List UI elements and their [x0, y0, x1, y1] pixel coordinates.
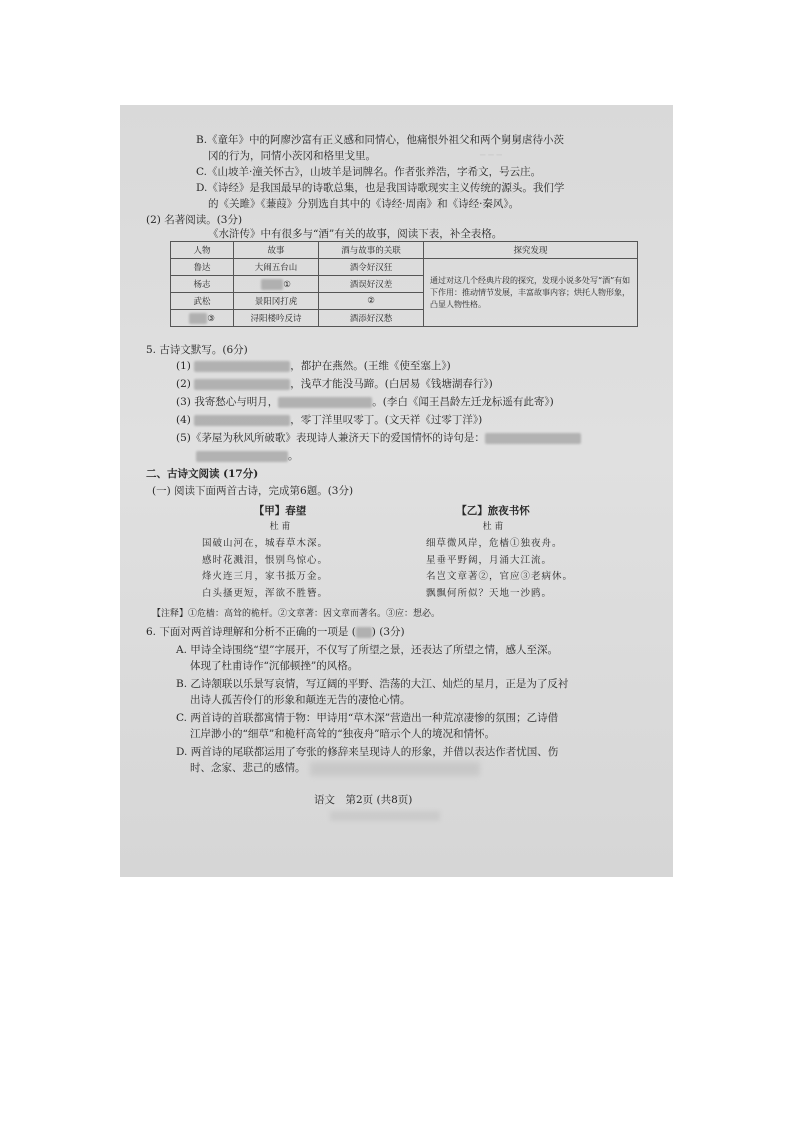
- table-cell: 武松: [171, 293, 234, 310]
- item-number: (4): [176, 414, 191, 426]
- verse-text: (5)《茅屋为秋风所破歌》表现诗人兼济天下的爱国情怀的诗句是：: [176, 432, 485, 444]
- answer-smudge: [261, 279, 283, 290]
- bleed-through-text: ─ ─ ─: [480, 151, 502, 161]
- option-d-line1: D.《诗经》是我国最早的诗歌总集，也是我国诗歌现实主义传统的源头。我们学: [196, 182, 565, 194]
- item-number: (1): [176, 360, 191, 372]
- table-note-cell: 通过对这几个经典片段的探究，发现小说多处写“酒”有如下作用：推动情节发展，丰富故事内容；烘托人物形象，凸显人物性格。: [424, 259, 638, 327]
- bleed-through-smudge: [330, 811, 440, 821]
- table-header-row: [171, 242, 638, 259]
- table-cell: 浔阳楼吟反诗: [234, 310, 319, 327]
- poem-notes: 【注释】①危樯：高耸的桅杆。②文章著：因文章而著名。③应：想必。: [152, 609, 441, 619]
- blank-marker: ③: [207, 313, 215, 324]
- item-number: (2): [176, 378, 191, 390]
- table-cell-blank-1: [234, 276, 319, 293]
- question-text: ) (3分): [371, 626, 405, 638]
- page-footer: 语文 第2页 (共8页): [314, 794, 413, 806]
- verse-text: ，都护在燕然。(王维《使至塞上》): [290, 360, 451, 372]
- poem-line: 细草微风岸，危樯①独夜舟。: [426, 538, 563, 549]
- q5-line3: [176, 395, 554, 409]
- option-c: C.《山坡羊·潼关怀古》，山坡羊是词牌名。作者张养浩，字希文，号云庄。: [196, 166, 542, 178]
- poem2-author: 杜 甫: [482, 522, 504, 532]
- table-cell: 酒误好汉差: [319, 276, 424, 293]
- verse-text: 。(李白《闻王昌龄左迁龙标遥有此寄》): [372, 396, 554, 408]
- poem2-title: 【乙】旅夜书怀: [456, 505, 530, 517]
- q4-2-intro: 《水浒传》中有很多与“酒”有关的故事，阅读下表，补全表格。: [208, 228, 503, 240]
- table-cell: 酒添好汉愁: [319, 310, 424, 327]
- option-b-line1: B.《童年》中的阿廖沙富有正义感和同情心，他痛恨外祖父和两个舅舅虐待小茨: [196, 134, 565, 146]
- table-cell: 大闹五台山: [234, 259, 319, 276]
- bleed-through-smudge: [310, 762, 480, 776]
- verse-text: ，零丁洋里叹零丁。(文天祥《过零丁洋》): [290, 414, 483, 426]
- table-header: 故事: [234, 242, 319, 259]
- table-header: 酒与故事的关联: [319, 242, 424, 259]
- option-b-line2: 冈的行为，同情小茨冈和格里戈里。: [208, 150, 376, 162]
- q6-option-a-line2: 体现了杜甫诗作“沉郁顿挫”的风格。: [190, 660, 359, 672]
- poem-line: 飘飘何所似？天地一沙鸥。: [426, 587, 553, 599]
- q5-line5-cont: [196, 449, 299, 463]
- table-cell-blank-2: ②: [319, 293, 424, 310]
- poem2-body: [426, 536, 573, 602]
- q5-line4: [176, 413, 482, 427]
- verse-text: 。: [288, 450, 299, 462]
- answer-smudge: [194, 415, 290, 426]
- answer-smudge: [485, 433, 581, 444]
- q5-line5: [176, 431, 581, 445]
- q5-line1: [176, 359, 451, 373]
- table-cell: 鲁达: [171, 259, 234, 276]
- table-cell: 景阳冈打虎: [234, 293, 319, 310]
- q6-option-c-line2: 江岸渺小的“细草”和桅杆高耸的“独夜舟”暗示个人的境况和情怀。: [190, 728, 495, 740]
- poem-line: 星垂平野阔，月涌大江流。: [426, 554, 553, 566]
- q6-option-d-line2: 时、念家、悲己的感情。: [190, 762, 306, 774]
- answer-smudge: [194, 379, 290, 390]
- verse-text: ，浅草才能没马蹄。(白居易《钱塘湖春行》): [290, 378, 493, 390]
- q6-option-d-line1: D. 两首诗的尾联都运用了夸张的修辞来呈现诗人的形象，并借以表达作者忧国、伤: [176, 746, 559, 758]
- table-row: [171, 259, 638, 276]
- q6-option-a-line1: A. 甲诗全诗围绕“望”字展开，不仅写了所望之景，还表达了所望之情，感人至深。: [176, 644, 558, 656]
- table-cell: 酒令好汉狂: [319, 259, 424, 276]
- poem-line: 白头搔更短，浑欲不胜簪。: [202, 587, 329, 599]
- poem1-author: 杜 甫: [269, 522, 291, 532]
- scanned-exam-page: [120, 105, 673, 877]
- verse-text: (3) 我寄愁心与明月，: [176, 396, 279, 408]
- poem1-title: 【甲】春望: [253, 505, 307, 517]
- water-margin-table: [170, 241, 638, 327]
- answer-smudge: [356, 627, 372, 638]
- answer-smudge: [194, 361, 290, 372]
- q6-stem: [146, 625, 405, 639]
- section-2-sub: (一) 阅读下面两首古诗，完成第6题。(3分): [152, 485, 354, 497]
- q6-option-b-line1: B. 乙诗颔联以乐景写哀情，写辽阔的平野、浩荡的大江、灿烂的星月，正是为了反衬: [176, 678, 569, 690]
- section-2-title: 二、古诗文阅读 (17分): [146, 468, 259, 480]
- q5-title: 5. 古诗文默写。(6分): [146, 344, 248, 356]
- blank-marker: ①: [283, 279, 291, 290]
- table-cell-blank-3: [171, 310, 234, 327]
- q6-option-b-line2: 出诗人孤苦伶仃的形象和颠连无告的凄怆心情。: [190, 694, 411, 706]
- poem-line: 国破山河在，城春草木深。: [202, 538, 329, 549]
- question-text: 6. 下面对两首诗理解和分析不正确的一项是 (: [146, 626, 356, 638]
- answer-smudge: [278, 397, 372, 408]
- answer-smudge: [196, 451, 288, 462]
- table-cell: 杨志: [171, 276, 234, 293]
- option-d-line2: 的《关雎》《蒹葭》分别选自其中的《诗经·周南》和《诗经·秦风》。: [208, 198, 520, 210]
- poem-line: 名岂文章著②，官应③老病休。: [426, 571, 574, 582]
- q4-2-title: (2) 名著阅读。(3分): [146, 214, 243, 226]
- q6-option-c-line1: C. 两首诗的首联都寓情于物：甲诗用“草木深”营造出一种荒凉凄惨的氛围；乙诗借: [176, 712, 559, 724]
- poem-line: 感时花溅泪，恨别鸟惊心。: [202, 554, 329, 566]
- q5-line2: [176, 377, 493, 391]
- table-header: 人物: [171, 242, 234, 259]
- poem1-body: [202, 536, 328, 602]
- answer-smudge: [189, 313, 207, 324]
- poem-line: 烽火连三月，家书抵万金。: [202, 571, 329, 582]
- table-header: 探究发现: [424, 242, 638, 259]
